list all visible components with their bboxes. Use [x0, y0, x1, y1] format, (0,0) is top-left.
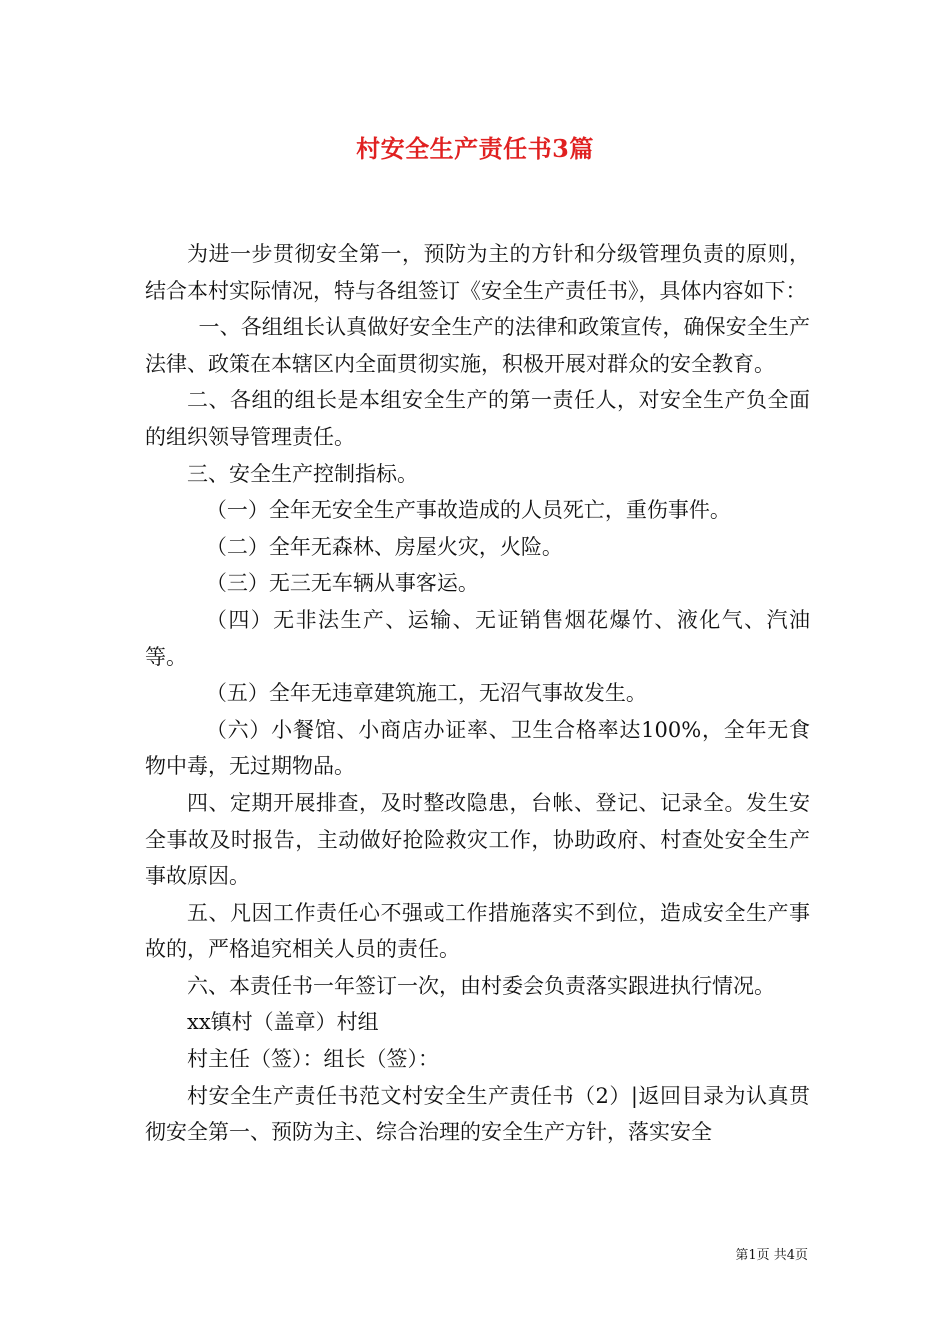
- paragraph-item-4: 四、定期开展排查，及时整改隐患，台帐、登记、记录全。发生安全事故及时报告，主动做好抢险救灾工作，协助政府、村查处安全生产事故原因。: [145, 790, 810, 889]
- document-body: [145, 236, 810, 1151]
- paragraph-item-2: 二、各组的组长是本组安全生产的第一责任人，对安全生产负全面的组织领导管理责任。: [145, 388, 810, 449]
- paragraph-item-5: 五、凡因工作责任心不强或工作措施落实不到位，造成安全生产事故的，严格追究相关人员的责任。: [145, 900, 810, 962]
- paragraph-sub-5: （五）全年无违章建筑施工，无沼气事故发生。: [205, 681, 647, 706]
- paragraph-sub-1: （一）全年无安全生产事故造成的人员死亡，重伤事件。: [205, 498, 731, 523]
- paragraph-sub-3: （三）无三无车辆从事客运。: [205, 571, 479, 596]
- paragraph-next-section: 村安全生产责任书范文村安全生产责任书（2）|返回目录为认真贯彻安全第一、预防为主、综合治理的安全生产方针，落实安全: [145, 1083, 810, 1145]
- signature-line-sign: 村主任（签）：组长（签）：: [187, 1047, 439, 1072]
- page-number: 第1页 共4页: [735, 1248, 808, 1263]
- paragraph-sub-2: （二）全年无森林、房屋火灾，火险。: [205, 534, 563, 559]
- paragraph-item-3: 三、安全生产控制指标。: [187, 461, 418, 486]
- paragraph-item-6: 六、本责任书一年签订一次，由村委会负责落实跟进执行情况。: [187, 973, 775, 998]
- document-title: 村安全生产责任书3篇: [356, 134, 594, 163]
- signature-line-seal: xx镇村（盖章）村组: [187, 1010, 379, 1035]
- paragraph-intro: 为进一步贯彻安全第一，预防为主的方针和分级管理负责的原则，结合本村实际情况，特与各组签订《安全生产责任书》，具体内容如下：: [145, 242, 810, 303]
- paragraph-sub-6: （六）小餐馆、小商店办证率、卫生合格率达100%，全年无食物中毒，无过期物品。: [145, 717, 810, 779]
- paragraph-sub-4: （四）无非法生产、运输、无证销售烟花爆竹、液化气、汽油等。: [145, 607, 810, 669]
- paragraph-item-1: 一、各组组长认真做好安全生产的法律和政策宣传，确保安全生产法律、政策在本辖区内全面贯彻实施，积极开展对群众的安全教育。: [145, 315, 810, 376]
